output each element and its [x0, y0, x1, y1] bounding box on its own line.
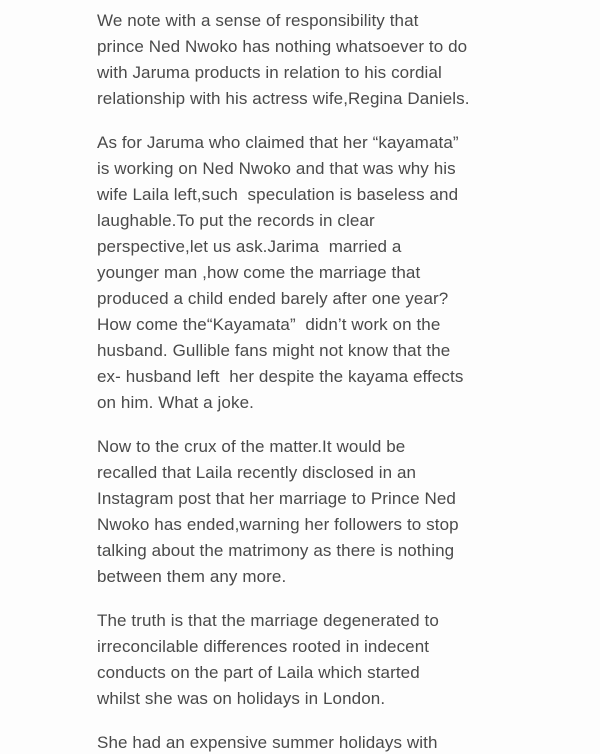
paragraph: As for Jaruma who claimed that her “kayamata” is working on Ned Nwoko and that was why his wife Laila left,such speculation is baseless and laughable.To put the records in clear perspective,let us ask.Jarima married a younger man ,how come the marriage that produced a child ended barely after one year? How come the“Kayamata” didn’t work on the husband. Gullible fans might not know that the ex- husband left her despite the kayama effects on him. What a joke. — [97, 133, 464, 412]
letter-text — [97, 8, 582, 754]
paragraph: Now to the crux of the matter.It would be recalled that Laila recently disclosed in an Instagram post that her marriage to Prince Ned Nwoko has ended,warning her followers to stop talking about the matrimony as there is nothing between them any more. — [97, 437, 459, 586]
paragraph: We note with a sense of responsibility that prince Ned Nwoko has nothing whatsoever to do with Jaruma products in relation to his cordial relationship with his actress wife,Regina Daniels. — [97, 11, 470, 108]
paragraph: She had an expensive summer holidays with — [97, 733, 438, 752]
paragraph: The truth is that the marriage degenerated to irreconcilable differences rooted in indecent conducts on the part of Laila which started whilst she was on holidays in London. — [97, 611, 439, 708]
